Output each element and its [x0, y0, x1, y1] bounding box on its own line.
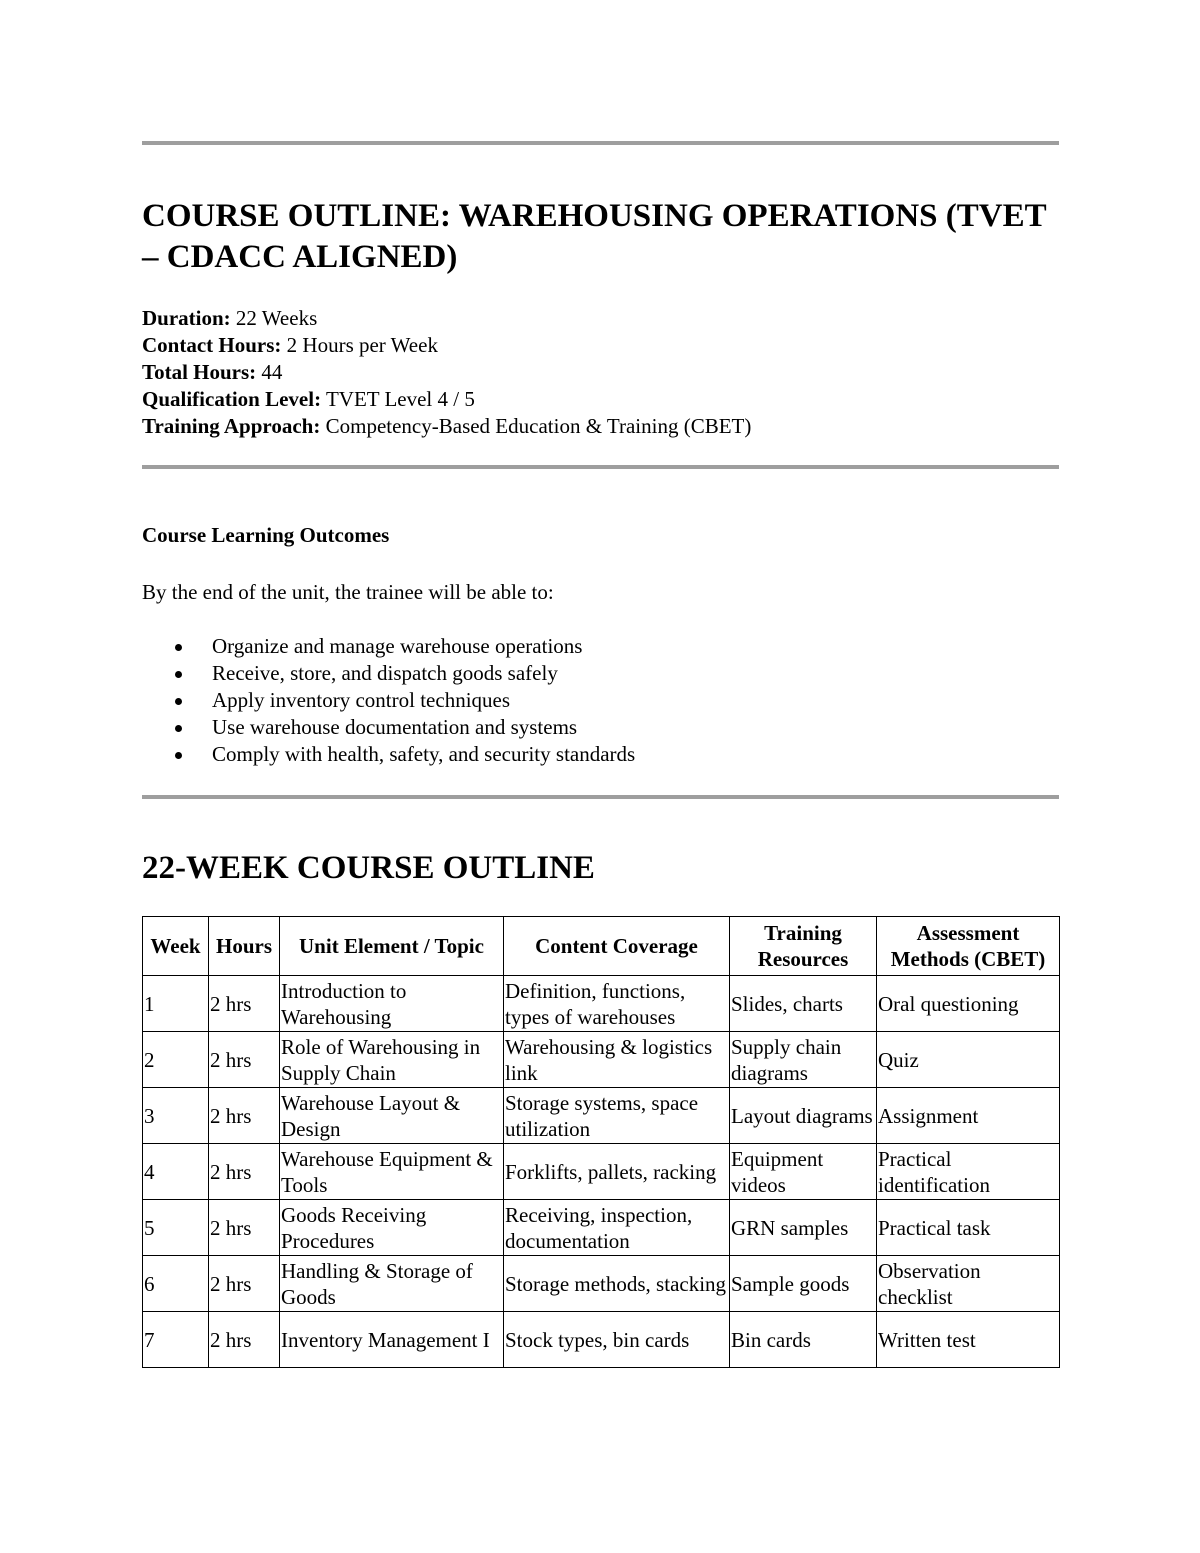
cell-topic: Handling & Storage of Goods [280, 1256, 504, 1312]
table-row [143, 976, 1060, 1032]
outcomes-intro: By the end of the unit, the trainee will be able to: [142, 580, 554, 604]
column-header-hours: Hours [209, 917, 280, 976]
cell-topic: Inventory Management I [280, 1312, 504, 1368]
horizontal-rule [142, 465, 1059, 469]
meta-qualification-level: Qualification Level: TVET Level 4 / 5 [142, 387, 475, 411]
list-item: Receive, store, and dispatch goods safely [142, 660, 635, 687]
cell-topic: Goods Receiving Procedures [280, 1200, 504, 1256]
cell-resources: Supply chain diagrams [730, 1032, 877, 1088]
column-header-week: Week [143, 917, 209, 976]
cell-topic: Introduction to Warehousing [280, 976, 504, 1032]
cell-content: Warehousing & logistics link [504, 1032, 730, 1088]
cell-resources: Equipment videos [730, 1144, 877, 1200]
course-meta [142, 305, 751, 440]
column-header-content: Content Coverage [504, 917, 730, 976]
cell-content: Receiving, inspection, documentation [504, 1200, 730, 1256]
cell-hours: 2 hrs [209, 976, 280, 1032]
cell-topic: Role of Warehousing in Supply Chain [280, 1032, 504, 1088]
table-row [143, 1144, 1060, 1200]
outcomes-list [142, 633, 635, 768]
cell-resources: Slides, charts [730, 976, 877, 1032]
cell-content: Forklifts, pallets, racking [504, 1144, 730, 1200]
cell-week: 2 [143, 1032, 209, 1088]
meta-total-hours: Total Hours: 44 [142, 360, 283, 384]
table-row [143, 1312, 1060, 1368]
cell-assessment: Practical task [877, 1200, 1060, 1256]
cell-topic: Warehouse Layout & Design [280, 1088, 504, 1144]
cell-assessment: Assignment [877, 1088, 1060, 1144]
cell-assessment: Observation checklist [877, 1256, 1060, 1312]
cell-assessment: Written test [877, 1312, 1060, 1368]
cell-week: 5 [143, 1200, 209, 1256]
cell-resources: Sample goods [730, 1256, 877, 1312]
cell-assessment: Practical identification [877, 1144, 1060, 1200]
cell-week: 1 [143, 976, 209, 1032]
table-row [143, 1088, 1060, 1144]
column-header-topic: Unit Element / Topic [280, 917, 504, 976]
list-item: Comply with health, safety, and security standards [142, 741, 635, 768]
cell-assessment: Quiz [877, 1032, 1060, 1088]
bullet-icon [175, 725, 182, 732]
bullet-icon [175, 671, 182, 678]
horizontal-rule [142, 141, 1059, 145]
cell-hours: 2 hrs [209, 1032, 280, 1088]
bullet-icon [175, 698, 182, 705]
table-row [143, 1032, 1060, 1088]
cell-topic: Warehouse Equipment & Tools [280, 1144, 504, 1200]
list-item: Use warehouse documentation and systems [142, 714, 635, 741]
cell-hours: 2 hrs [209, 1088, 280, 1144]
list-item: Organize and manage warehouse operations [142, 633, 635, 660]
cell-content: Storage methods, stacking [504, 1256, 730, 1312]
cell-content: Definition, functions, types of warehouses [504, 976, 730, 1032]
column-header-assessment: Assessment Methods (CBET) [877, 917, 1060, 976]
cell-week: 7 [143, 1312, 209, 1368]
cell-content: Stock types, bin cards [504, 1312, 730, 1368]
course-outline-table [142, 916, 1060, 1368]
cell-week: 4 [143, 1144, 209, 1200]
cell-week: 6 [143, 1256, 209, 1312]
cell-hours: 2 hrs [209, 1256, 280, 1312]
cell-week: 3 [143, 1088, 209, 1144]
table-row [143, 1200, 1060, 1256]
cell-resources: Bin cards [730, 1312, 877, 1368]
cell-content: Storage systems, space utilization [504, 1088, 730, 1144]
cell-hours: 2 hrs [209, 1312, 280, 1368]
cell-assessment: Oral questioning [877, 976, 1060, 1032]
column-header-resources: Training Resources [730, 917, 877, 976]
meta-training-approach: Training Approach: Competency-Based Education & Training (CBET) [142, 414, 752, 438]
cell-hours: 2 hrs [209, 1200, 280, 1256]
table-row [143, 1256, 1060, 1312]
cell-resources: GRN samples [730, 1200, 877, 1256]
meta-contact-hours: Contact Hours: 2 Hours per Week [142, 333, 438, 357]
cell-hours: 2 hrs [209, 1144, 280, 1200]
document-title: COURSE OUTLINE: WAREHOUSING OPERATIONS (TVET – CDACC ALIGNED) [142, 198, 1047, 275]
outline-heading: 22-WEEK COURSE OUTLINE [142, 850, 595, 886]
list-item: Apply inventory control techniques [142, 687, 635, 714]
bullet-icon [175, 752, 182, 759]
meta-duration: Duration: 22 Weeks [142, 306, 318, 330]
cell-resources: Layout diagrams [730, 1088, 877, 1144]
table-header-row [143, 917, 1060, 976]
horizontal-rule [142, 795, 1059, 799]
bullet-icon [175, 644, 182, 651]
outcomes-heading: Course Learning Outcomes [142, 523, 390, 547]
